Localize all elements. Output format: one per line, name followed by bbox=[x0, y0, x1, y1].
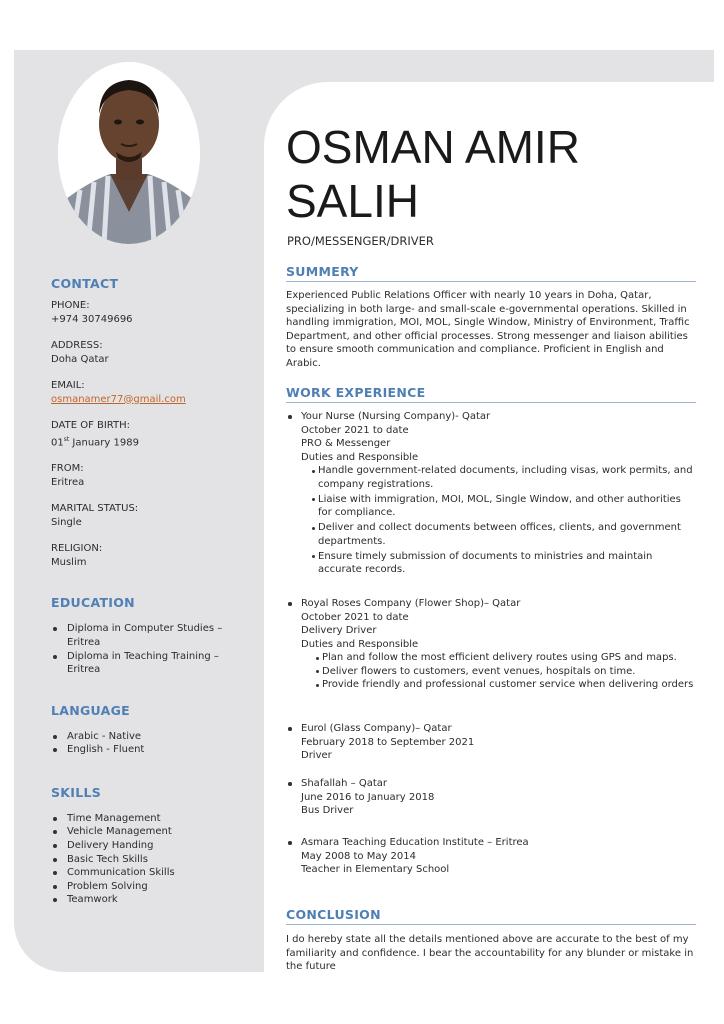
from-label: FROM: bbox=[51, 463, 84, 475]
skill-item: Delivery Handing bbox=[51, 839, 251, 853]
contact-heading: CONTACT bbox=[51, 276, 119, 291]
job-dates: June 2016 to January 2018 bbox=[301, 791, 435, 803]
work-experience-heading: WORK EXPERIENCE bbox=[286, 385, 696, 403]
skill-item: Basic Tech Skills bbox=[51, 853, 251, 867]
sidebar bbox=[51, 276, 251, 907]
job-role: PRO & Messenger bbox=[301, 438, 391, 449]
dob-day: 01 bbox=[51, 436, 64, 448]
email-field bbox=[51, 379, 251, 406]
duty-item: Liaise with immigration, MOI, MOL, Single Window, and other authorities for compliance. bbox=[312, 493, 696, 520]
education-list bbox=[51, 622, 251, 676]
job-company: Asmara Teaching Education Institute – Eritrea bbox=[286, 836, 696, 850]
phone-value: +974 30749696 bbox=[51, 313, 133, 325]
language-item: Arabic - Native bbox=[51, 730, 251, 744]
job-title: PRO/MESSENGER/DRIVER bbox=[287, 234, 434, 248]
duty-item: Plan and follow the most efficient delivery routes using GPS and maps. bbox=[316, 651, 696, 665]
job-company: Royal Roses Company (Flower Shop)– Qatar bbox=[286, 597, 696, 611]
job-duties-list bbox=[286, 651, 696, 692]
summary-text: Experienced Public Relations Officer with nearly 10 years in Doha, Qatar, specializing in both large- and small-scale e-governmental operations. Skilled in handling immigration, MOI, MOL, Single Window, Ministry of Environment, Traffic Department, and other official processes. Strong messenger and liaison abilities to ensure smooth communication and compliance. Proficient in English and Arabic. bbox=[286, 290, 690, 369]
job-company: Eurol (Glass Company)– Qatar bbox=[286, 722, 696, 736]
language-item: English - Fluent bbox=[51, 743, 251, 757]
conclusion-heading: CONCLUSION bbox=[286, 907, 696, 925]
religion-field bbox=[51, 542, 251, 569]
summary-heading: SUMMERY bbox=[286, 264, 696, 282]
dob-value bbox=[51, 433, 251, 450]
marital-label: MARITAL STATUS: bbox=[51, 503, 139, 515]
job-dates: May 2008 to May 2014 bbox=[301, 850, 416, 862]
address-label: ADDRESS: bbox=[51, 340, 103, 351]
marital-field bbox=[51, 502, 251, 529]
conclusion-text: I do hereby state all the details mentioned above are accurate to the best of my familiarity and confidence. I bear the accountability for any blunder or mistake in the future bbox=[286, 934, 694, 972]
address-field bbox=[51, 339, 251, 366]
email-link[interactable]: osmanamer77@gmail.com bbox=[51, 393, 186, 405]
education-heading: EDUCATION bbox=[51, 595, 135, 611]
email-label: EMAIL: bbox=[51, 380, 85, 391]
profile-photo bbox=[58, 62, 200, 244]
job-role: Driver bbox=[301, 750, 332, 761]
name-line-1: OSMAN AMIR bbox=[286, 121, 580, 173]
dob-rest: January 1989 bbox=[69, 436, 139, 448]
phone-field bbox=[51, 299, 251, 326]
skill-item: Vehicle Management bbox=[51, 825, 251, 839]
duty-item: Deliver and collect documents between offices, clients, and government departments. bbox=[312, 521, 696, 548]
skills-heading: SKILLS bbox=[51, 784, 102, 800]
skill-item: Teamwork bbox=[51, 893, 251, 907]
job-entry bbox=[286, 597, 696, 692]
name-line-2: SALIH bbox=[286, 175, 419, 227]
job-company: Shafallah – Qatar bbox=[286, 777, 696, 791]
from-field bbox=[51, 462, 251, 489]
phone-label: PHONE: bbox=[51, 300, 90, 311]
job-duties-label: Duties and Responsible bbox=[301, 451, 419, 463]
job-dates: October 2021 to date bbox=[301, 424, 409, 436]
language-list bbox=[51, 730, 251, 757]
duty-item: Handle government-related documents, including visas, work permits, and company registrations. bbox=[312, 464, 696, 491]
job-role: Teacher in Elementary School bbox=[301, 864, 450, 875]
education-item: Diploma in Computer Studies – Eritrea bbox=[51, 622, 236, 649]
religion-value: Muslim bbox=[51, 556, 87, 568]
dob-label: DATE OF BIRTH: bbox=[51, 420, 131, 431]
job-role: Delivery Driver bbox=[301, 625, 377, 636]
marital-value: Single bbox=[51, 516, 82, 528]
from-value: Eritrea bbox=[51, 476, 85, 488]
job-entry bbox=[286, 777, 696, 818]
job-duties-label: Duties and Responsible bbox=[301, 638, 419, 650]
skills-list bbox=[51, 812, 251, 907]
dob-suffix: st bbox=[63, 435, 70, 443]
job-entry bbox=[286, 836, 696, 877]
language-heading: LANGUAGE bbox=[51, 702, 130, 718]
candidate-name bbox=[286, 120, 706, 228]
dob-field bbox=[51, 419, 251, 449]
job-role: Bus Driver bbox=[301, 805, 354, 816]
education-item: Diploma in Teaching Training – Eritrea bbox=[51, 650, 236, 677]
job-dates: February 2018 to September 2021 bbox=[301, 736, 475, 748]
job-entry bbox=[286, 410, 696, 578]
job-dates: October 2021 to date bbox=[301, 611, 409, 623]
duty-item: Provide friendly and professional customer service when delivering orders bbox=[316, 678, 696, 692]
skill-item: Problem Solving bbox=[51, 880, 251, 894]
job-duties-list bbox=[286, 464, 696, 577]
job-company: Your Nurse (Nursing Company)- Qatar bbox=[286, 410, 696, 424]
skill-item: Time Management bbox=[51, 812, 251, 826]
skill-item: Communication Skills bbox=[51, 866, 251, 880]
duty-item: Ensure timely submission of documents to ministries and maintain accurate records. bbox=[312, 550, 696, 577]
religion-label: RELIGION: bbox=[51, 543, 103, 555]
job-entry bbox=[286, 722, 696, 763]
address-value: Doha Qatar bbox=[51, 353, 109, 365]
duty-item: Deliver flowers to customers, event venues, hospitals on time. bbox=[316, 665, 696, 679]
